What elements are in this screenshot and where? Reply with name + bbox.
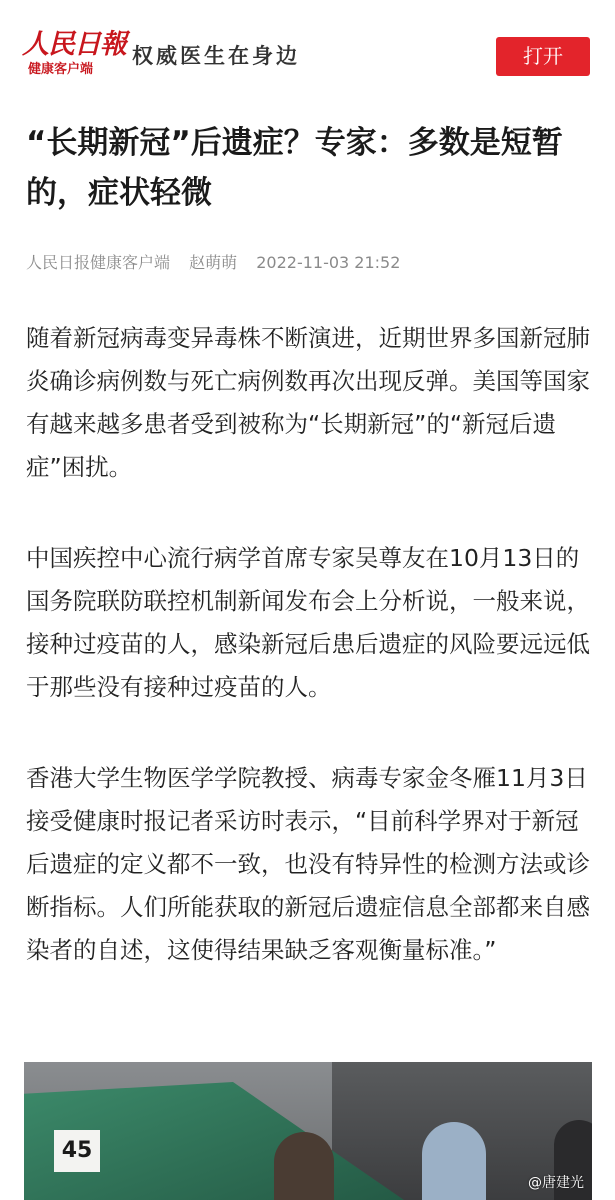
photo-person [274, 1132, 334, 1200]
article-paragraph-2: 中国疾控中心流行病学首席专家吴尊友在10月13日的国务院联防联控机制新闻发布会上分析说，一般来说，接种过疫苗的人，感染新冠后患后遗症的风险要远远低于那些没有接种过疫苗的人。 [26, 544, 590, 701]
article-author: 赵萌萌 [189, 253, 238, 272]
weibo-watermark: @唐建光 [528, 1175, 584, 1191]
photo-person [422, 1122, 486, 1200]
article-title: “长期新冠”后遗症？专家：多数是短暂的，症状轻微 [26, 125, 563, 211]
article-source[interactable]: 人民日报健康客户端 [26, 253, 171, 272]
article-paragraph-1: 随着新冠病毒变异毒株不断演进，近期世界多国新冠肺炎确诊病例数与死亡病例数再次出现反弹。美国等国家有越来越多患者受到被称为“长期新冠”的“新冠后遗症”困扰。 [26, 324, 590, 481]
article-meta [26, 251, 400, 275]
photo-number-sign: 45 [54, 1130, 100, 1172]
article-photo[interactable] [24, 1062, 592, 1200]
article-datetime: 2022-11-03 21:52 [256, 253, 401, 272]
logo-wordmark: 人民日報 [22, 29, 126, 60]
open-app-button[interactable]: 打开 [496, 37, 590, 76]
logo-subtitle: 健康客户端 [28, 62, 94, 77]
header-slogan: 权威医生在身边 [132, 43, 300, 68]
app-header [0, 0, 615, 100]
article-paragraph-3: 香港大学生物医学学院教授、病毒专家金冬雁11月3日接受健康时报记者采访时表示，“目前科学界对于新冠后遗症的定义都不一致，也没有特异性的检测方法或诊断指标。人们所能获取的新冠后遗症信息全部都来自感染者的自述，这使得结果缺乏客观衡量标准。” [26, 764, 590, 964]
brand-logo[interactable] [22, 29, 126, 86]
